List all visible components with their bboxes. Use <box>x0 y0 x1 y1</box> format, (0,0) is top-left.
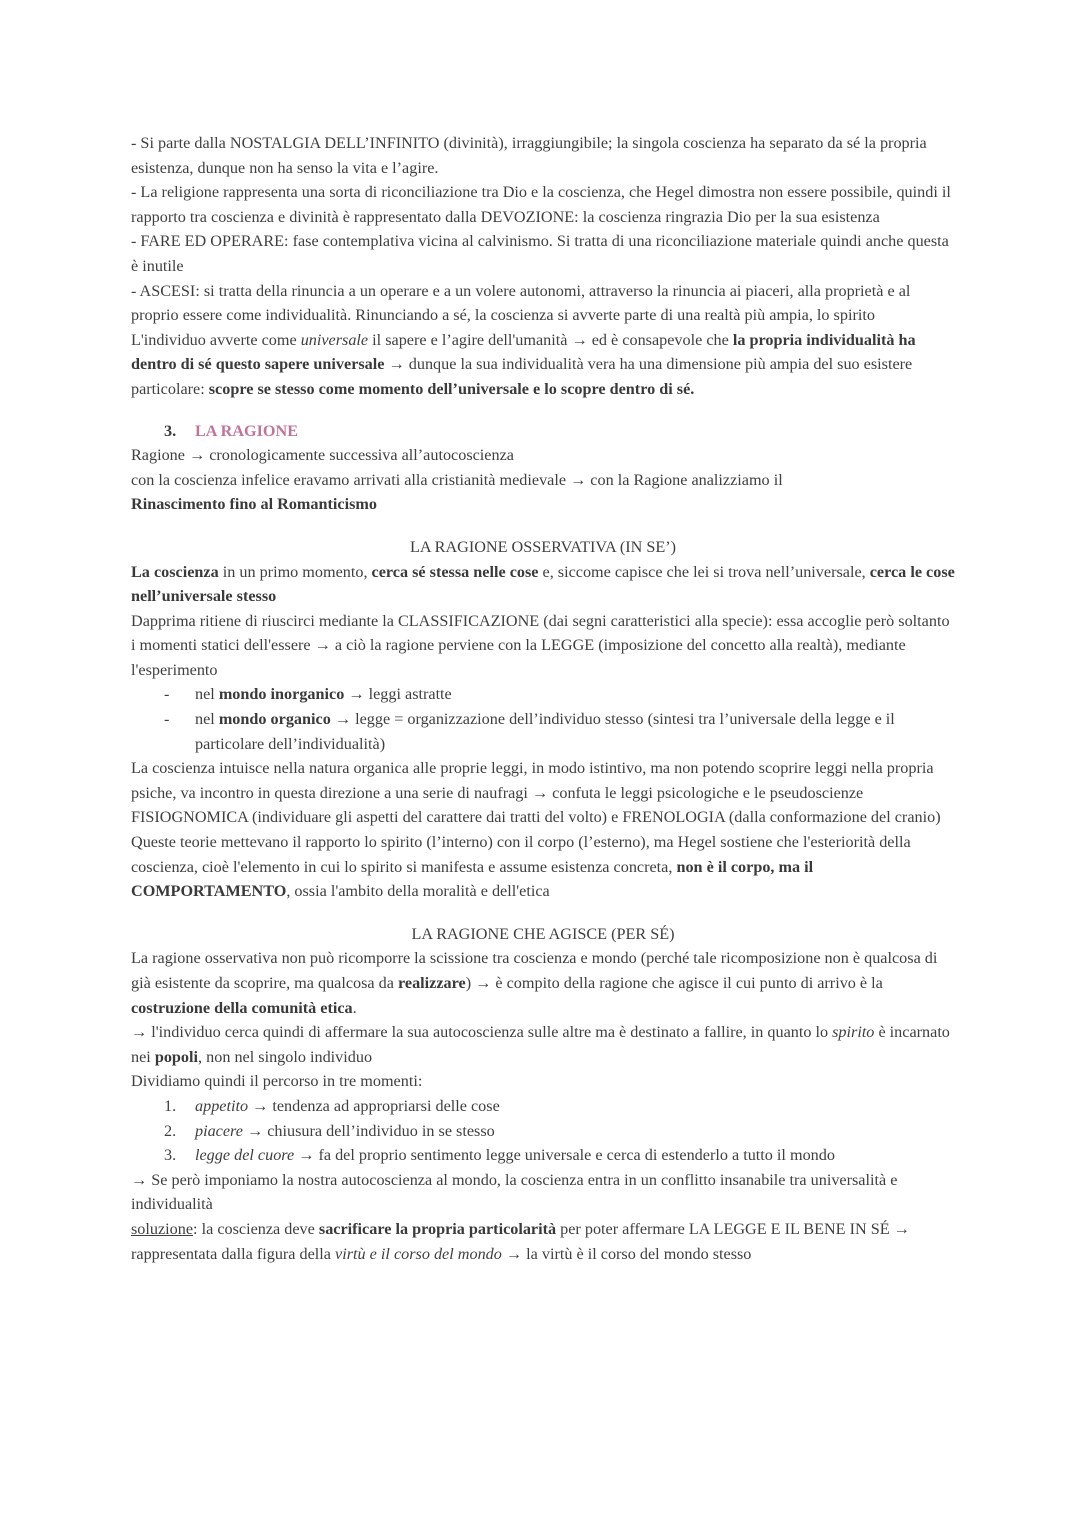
osservativa-paragraph-1: La coscienza in un primo momento, cerca sé stessa nelle cose e, siccome capisce che lei si trova nell’universale, cerca le cose nell’universale stesso <box>131 562 955 606</box>
ragione-line-3: Rinascimento fino al Romanticismo <box>131 495 377 514</box>
osservativa-list <box>131 682 955 756</box>
list-item: - nel mondo organico → legge = organizzazione dell’individuo stesso (sintesi tra l’universale della legge e il particolare dell’individualità) <box>164 710 895 753</box>
ragione-line-1: Ragione → cronologicamente successiva all’autocoscienza <box>131 446 514 465</box>
subheading-agisce: LA RAGIONE CHE AGISCE (PER SÉ) <box>411 924 675 943</box>
osservativa-paragraph-3: La coscienza intuisce nella natura organica alle proprie leggi, in modo istintivo, ma non potendo scoprire leggi nella propria psiche, va incontro in questa direzione a una serie di naufragi → confuta le leggi psicologiche e le pseudoscienze FISIOGNOMICA (individuare gli aspetti del carattere dai tratti del volto) e FRENOLOGIA (dalla conformazione del cranio) <box>131 759 941 827</box>
section-title: LA RAGIONE <box>195 421 298 440</box>
bullet-ascesi: - ASCESI: si tratta della rinuncia a un operare e a un volere autonomi, attraverso la rinuncia ai piaceri, alla proprietà e al proprio essere come individualità. Rinunciando a sé, la coscienza si avverte parte di una realtà più ampia, lo spirito <box>131 281 911 325</box>
agisce-paragraph-3: Dividiamo quindi il percorso in tre momenti: <box>131 1072 423 1091</box>
section-heading-ragione <box>164 419 955 444</box>
bullet-nostalgia: - Si parte dalla NOSTALGIA DELL’INFINITO (divinità), irraggiungibile; la singola coscienza ha separato da sé la propria esistenza, dunque non ha senso la vita e l’agire. <box>131 134 927 177</box>
agisce-paragraph-4: → Se però imponiamo la nostra autocoscienza al mondo, la coscienza entra in un conflitto insanabile tra universalità e individualità <box>131 1170 898 1214</box>
list-item: - nel mondo inorganico → leggi astratte <box>164 685 452 704</box>
section-number: 3. <box>164 421 177 440</box>
osservativa-paragraph-4: Queste teorie mettevano il rapporto lo spirito (l’interno) con il corpo (l’esterno), ma Hegel sostiene che l'esteriorità della coscienza, cioè l'elemento in cui lo spirito si manifesta e assume esistenza concreta, non è il corpo, ma il COMPORTAMENTO, ossia l'ambito della moralità e dell'etica <box>131 833 911 901</box>
osservativa-paragraph-2: Dapprima ritiene di riuscirci mediante la CLASSIFICAZIONE (dai segni caratteristici alla specie): essa accoglie però soltanto i momenti statici dell'essere → a ciò la ragione perviene con la LEGGE (imposizione del concetto alla realtà), mediante l'esperimento <box>131 611 950 679</box>
bullet-religione: - La religione rappresenta una sorta di riconciliazione tra Dio e la coscienza, che Hegel dimostra non essere possibile, quindi il rapporto tra coscienza e divinità è rappresentato dalla DEVOZIONE: la coscienza ringrazia Dio per la sua esistenza <box>131 183 951 226</box>
ragione-line-2: con la coscienza infelice eravamo arrivati alla cristianità medievale → con la Ragione analizziamo il <box>131 470 783 489</box>
agisce-list <box>131 1094 955 1168</box>
agisce-paragraph-5: soluzione: la coscienza deve sacrificare la propria particolarità per poter affermare LA LEGGE E IL BENE IN SÉ → rappresentata dalla figura della virtù e il corso del mondo → la virtù è il corso del mondo stesso <box>131 1219 910 1263</box>
agisce-paragraph-2: → l'individuo cerca quindi di affermare la sua autocoscienza sulle altre ma è destinato a fallire, in quanto lo spirito è incarnato nei popoli, non nel singolo individuo <box>131 1023 950 1066</box>
list-item: 1. appetito → tendenza ad appropriarsi delle cose <box>164 1096 500 1115</box>
subheading-osservativa: LA RAGIONE OSSERVATIVA (IN SE’) <box>409 537 677 556</box>
document-page <box>131 131 955 1266</box>
agisce-paragraph-1: La ragione osservativa non può ricomporre la scissione tra coscienza e mondo (perché tale ricomposizione non è qualcosa di già esistente da scoprire, ma qualcosa da realizzare) → è compito della ragione che agisce il cui punto di arrivo è la costruzione della comunità etica. <box>131 949 938 1017</box>
paragraph-individuo: L'individuo avverte come universale il sapere e l’agire dell'umanità → ed è consapevole che la propria individualità ha dentro di sé questo sapere universale → dunque la sua individualità vera ha una dimensione più ampia del suo esistere particolare: scopre se stesso come momento dell’universale e lo scopre dentro di sé. <box>131 330 916 398</box>
list-item: 3. legge del cuore → fa del proprio sentimento legge universale e cerca di estenderlo a tutto il mondo <box>164 1146 835 1165</box>
bullet-fare-operare: - FARE ED OPERARE: fase contemplativa vicina al calvinismo. Si tratta di una riconciliazione materiale quindi anche questa è inutile <box>131 232 949 275</box>
list-item: 2. piacere → chiusura dell’individuo in se stesso <box>164 1121 495 1140</box>
